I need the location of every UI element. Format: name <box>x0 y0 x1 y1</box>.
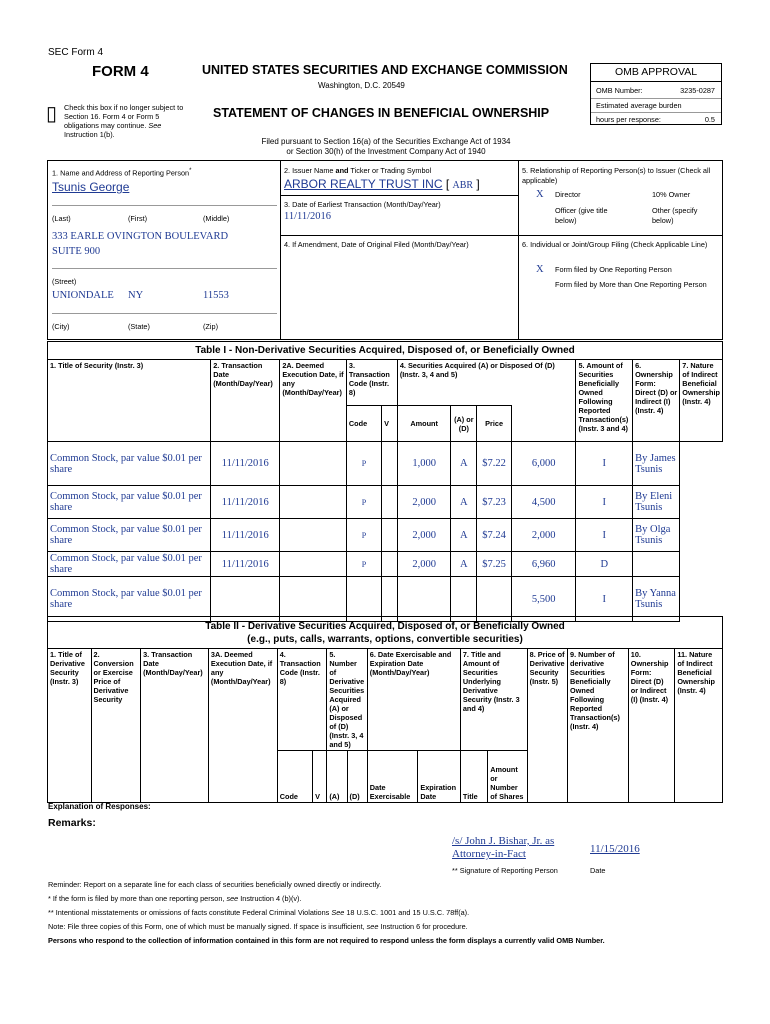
t1-ad <box>451 577 477 622</box>
t1-price: $7.25 <box>477 552 512 577</box>
t1-form: D <box>576 552 633 577</box>
t1-owned: 6,960 <box>511 552 576 577</box>
earliest-transaction-date: 11/11/2016 <box>284 211 332 222</box>
t1-h3: 3. Transaction Code (Instr. 8) <box>346 360 397 406</box>
t1-h6: 6. Ownership Form: Direct (D) or Indirect (I) (Instr. 4) <box>633 360 680 442</box>
t2-sub-a: (A) <box>327 751 347 803</box>
t1-sub-amount: Amount <box>397 406 451 442</box>
table2-title-box <box>47 616 723 649</box>
street-label: (Street) <box>52 277 77 286</box>
table-row <box>48 519 723 552</box>
one-person-x[interactable]: X <box>536 264 544 275</box>
issuer-label: 2. Issuer Name and Ticker or Trading Symbol <box>284 166 432 175</box>
persons-note: Persons who respond to the collection of information contained in this form are not required to respond unless the form displays a currently valid OMB Number. <box>48 936 605 945</box>
table2 <box>47 648 723 803</box>
t1-nature <box>633 552 680 577</box>
t1-price: $7.22 <box>477 442 512 486</box>
middle-label: (Middle) <box>203 214 230 223</box>
t1-price: $7.23 <box>477 486 512 519</box>
no-longer-subject-checkbox[interactable]: ▯ <box>46 103 58 125</box>
t1-date <box>211 577 280 622</box>
omb-hours-label: hours per response: <box>596 115 661 124</box>
footnote-1: * If the form is filed by more than one reporting person, see Instruction 4 (b)(v). <box>48 894 302 903</box>
t1-owned: 5,500 <box>511 577 576 622</box>
t1-h1: 1. Title of Security (Instr. 3) <box>48 360 211 442</box>
t2-h2: 2. Conversion or Exercise Price of Derivative Security <box>91 649 141 803</box>
first-label: (First) <box>128 214 148 223</box>
amendment-label: 4. If Amendment, Date of Original Filed (Month/Day/Year) <box>284 240 469 249</box>
t2-h7: 7. Title and Amount of Securities Underlying Derivative Security (Instr. 3 and 4) <box>460 649 527 751</box>
omb-burden-label: Estimated average burden <box>596 101 682 110</box>
t1-h2a: 2A. Deemed Execution Date, if any (Month/Day/Year) <box>280 360 347 442</box>
t2-h11: 11. Nature of Indirect Beneficial Ownership (Instr. 4) <box>675 649 723 803</box>
t1-title: Common Stock, par value $0.01 per share <box>48 442 211 486</box>
director-x[interactable]: X <box>536 189 544 200</box>
t1-sub-code: Code <box>346 406 381 442</box>
t1-date: 11/11/2016 <box>211 552 280 577</box>
t1-amount: 2,000 <box>397 552 451 577</box>
table-row <box>48 442 723 486</box>
t1-h2: 2. Transaction Date (Month/Day/Year) <box>211 360 280 442</box>
t1-deemed <box>280 486 347 519</box>
t1-code: P <box>346 486 381 519</box>
t1-ad: A <box>451 552 477 577</box>
t2-sub-expiration: Expiration Date <box>418 751 461 803</box>
t1-sub-v: V <box>382 406 398 442</box>
t1-nature: By James Tsunis <box>633 442 680 486</box>
omb-number-label: OMB Number: <box>596 86 643 95</box>
t2-sub-exercisable: Date Exercisable <box>367 751 418 803</box>
relationship-label: 5. Relationship of Reporting Person(s) to Issuer (Check all applicable) <box>522 166 711 185</box>
t1-code <box>346 577 381 622</box>
city-label: (City) <box>52 322 70 331</box>
t1-amount: 1,000 <box>397 442 451 486</box>
t1-date: 11/11/2016 <box>211 519 280 552</box>
t1-owned: 6,000 <box>511 442 576 486</box>
t2-h4: 4. Transaction Code (Instr. 8) <box>277 649 327 751</box>
zip-label: (Zip) <box>203 322 218 331</box>
sec-form-label: SEC Form 4 <box>48 47 104 58</box>
t1-deemed <box>280 552 347 577</box>
table2-title2: (e.g., puts, calls, warrants, options, convertible securities) <box>247 634 523 645</box>
table-row <box>48 552 723 577</box>
omb-number-value: 3235-0287 <box>680 86 715 95</box>
state-value: NY <box>128 290 144 301</box>
t1-owned: 2,000 <box>511 519 576 552</box>
filing-label: 6. Individual or Joint/Group Filing (Check Applicable Line) <box>522 240 708 249</box>
t1-nature: By Olga Tsunis <box>633 519 680 552</box>
t2-h3a: 3A. Deemed Execution Date, if any (Month/Day/Year) <box>208 649 277 803</box>
signature-label: ** Signature of Reporting Person <box>452 866 558 875</box>
t1-deemed <box>280 577 347 622</box>
date-label: Date <box>590 866 606 875</box>
more-person-label: Form filed by More than One Reporting Person <box>555 280 707 289</box>
t1-deemed <box>280 442 347 486</box>
signature[interactable]: /s/ John J. Bishar, Jr. as Attorney-in-Fact <box>452 835 555 860</box>
t1-date: 11/11/2016 <box>211 442 280 486</box>
t1-v <box>382 577 398 622</box>
t2-h1: 1. Title of Derivative Security (Instr. 3) <box>48 649 92 803</box>
t1-date: 11/11/2016 <box>211 486 280 519</box>
table1 <box>47 359 723 622</box>
ten-pct-owner-label: 10% Owner <box>652 190 691 199</box>
commission-location: Washington, D.C. 20549 <box>318 81 405 90</box>
t2-sub-title: Title <box>460 751 487 803</box>
t1-v <box>382 442 398 486</box>
remarks-label: Remarks: <box>48 817 96 829</box>
commission-title: UNITED STATES SECURITIES AND EXCHANGE COMMISSION <box>202 63 568 77</box>
issuer-name[interactable]: ARBOR REALTY TRUST INC <box>284 177 443 191</box>
city-value: UNIONDALE <box>52 290 114 301</box>
t1-amount <box>397 577 451 622</box>
t1-h5: 5. Amount of Securities Beneficially Owned Following Reported Transaction(s) (Instr. 3 and 4) <box>576 360 633 442</box>
t1-price <box>477 577 512 622</box>
t2-sub-code: Code <box>277 751 312 803</box>
t2-h8: 8. Price of Derivative Security (Instr. 5) <box>527 649 567 803</box>
t1-ad: A <box>451 442 477 486</box>
reminder-note: Reminder: Report on a separate line for each class of securities beneficially owned directly or indirectly. <box>48 880 382 889</box>
t1-form: I <box>576 577 633 622</box>
statement-title: STATEMENT OF CHANGES IN BENEFICIAL OWNERSHIP <box>213 106 550 120</box>
table-row <box>48 486 723 519</box>
t2-h5: 5. Number of Derivative Securities Acquired (A) or Disposed of (D) (Instr. 3, 4 and 5) <box>327 649 367 751</box>
t1-code: P <box>346 519 381 552</box>
issuer-ticker: ABR <box>452 180 474 191</box>
t2-h6: 6. Date Exercisable and Expiration Date (Month/Day/Year) <box>367 649 460 751</box>
address-line1: 333 EARLE OVINGTON BOULEVARD <box>52 231 229 242</box>
other-label: Other (specify below) <box>652 206 698 225</box>
officer-label: Officer (give title below) <box>555 206 608 225</box>
state-label: (State) <box>128 322 150 331</box>
t1-title: Common Stock, par value $0.01 per share <box>48 552 211 577</box>
table1-title: Table I - Non-Derivative Securities Acquired, Disposed of, or Beneficially Owned <box>195 345 575 356</box>
t1-nature: By Eleni Tsunis <box>633 486 680 519</box>
t1-title: Common Stock, par value $0.01 per share <box>48 577 211 622</box>
t1-ad: A <box>451 486 477 519</box>
issuer-line: ARBOR REALTY TRUST INC [ ABR ] <box>284 177 480 191</box>
last-label: (Last) <box>52 214 71 223</box>
t1-amount: 2,000 <box>397 519 451 552</box>
t1-ad: A <box>451 519 477 552</box>
signature-date: 11/15/2016 <box>590 843 640 855</box>
omb-hours-value: 0.5 <box>704 115 715 124</box>
t1-deemed <box>280 519 347 552</box>
t1-code: P <box>346 552 381 577</box>
t1-price: $7.24 <box>477 519 512 552</box>
t1-code: P <box>346 442 381 486</box>
t1-nature: By Yanna Tsunis <box>633 577 680 622</box>
t2-sub-d: (D) <box>347 751 367 803</box>
t1-title: Common Stock, par value $0.01 per share <box>48 486 211 519</box>
form-title: FORM 4 <box>92 63 149 80</box>
t1-form: I <box>576 519 633 552</box>
t1-h7: 7. Nature of Indirect Beneficial Ownership (Instr. 4) <box>680 360 723 442</box>
filed-pursuant: Filed pursuant to Section 16(a) of the Securities Exchange Act of 1934 or Section 30(h) of the Investment Company Act of 1940 <box>261 137 511 156</box>
t1-form: I <box>576 486 633 519</box>
t1-v <box>382 519 398 552</box>
t1-v <box>382 552 398 577</box>
t1-v <box>382 486 398 519</box>
t1-amount: 2,000 <box>397 486 451 519</box>
explanation-label: Explanation of Responses: <box>48 802 151 811</box>
t2-sub-amount: Amount or Number of Shares <box>488 751 527 803</box>
omb-approval-box <box>590 63 722 125</box>
omb-title: OMB APPROVAL <box>591 64 721 82</box>
director-label: Director <box>555 190 581 199</box>
t1-owned: 4,500 <box>511 486 576 519</box>
t2-sub-v: V <box>313 751 327 803</box>
t1-h4: 4. Securities Acquired (A) or Disposed Of (D) (Instr. 3, 4 and 5) <box>397 360 576 406</box>
reporting-person-name[interactable]: Tsunis George <box>52 180 130 194</box>
table1-title-box <box>47 341 723 360</box>
t2-h10: 10. Ownership Form: Direct (D) or Indirect (I) (Instr. 4) <box>628 649 675 803</box>
footnote-3: Note: File three copies of this Form, one of which must be manually signed. If space is insufficient, see Instruction 6 for procedure. <box>48 922 468 931</box>
earliest-transaction-label: 3. Date of Earliest Transaction (Month/Day/Year) <box>284 200 441 209</box>
table2-title1: Table II - Derivative Securities Acquired, Disposed of, or Beneficially Owned <box>205 621 565 632</box>
one-person-label: Form filed by One Reporting Person <box>555 265 672 274</box>
footnote-2: ** Intentional misstatements or omissions of facts constitute Federal Criminal Violations See 18 U.S.C. 1001 and 15 U.S.C. 78ff(a). <box>48 908 470 917</box>
table-row <box>48 577 723 622</box>
t2-h9: 9. Number of derivative Securities Beneficially Owned Following Reported Transaction(s) (Instr. 4) <box>568 649 629 803</box>
address-line2: SUITE 900 <box>52 246 101 257</box>
t1-sub-price: Price <box>477 406 512 442</box>
t1-sub-ad: (A) or (D) <box>451 406 477 442</box>
t1-form: I <box>576 442 633 486</box>
zip-value: 11553 <box>203 290 229 301</box>
reporting-person-label: 1. Name and Address of Reporting Person* <box>52 167 192 178</box>
t2-h3: 3. Transaction Date (Month/Day/Year) <box>141 649 209 803</box>
t1-title: Common Stock, par value $0.01 per share <box>48 519 211 552</box>
checkbox-instructions: Check this box if no longer subject to Section 16. Form 4 or Form 5 obligations may continue. See Instruction 1(b). <box>64 103 184 139</box>
